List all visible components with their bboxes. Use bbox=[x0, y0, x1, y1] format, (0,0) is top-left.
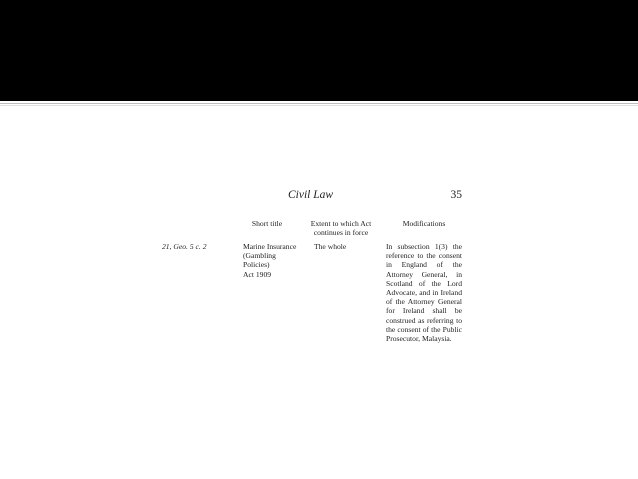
act-short-title-line: (Gambling bbox=[243, 251, 276, 261]
column-header-short-title: Short title bbox=[251, 219, 283, 228]
column-header-modifications: Modifications bbox=[402, 219, 446, 228]
page-header bbox=[160, 189, 466, 207]
column-header-extent: Extent to which Act continues in force bbox=[310, 219, 372, 237]
act-extent: The whole bbox=[314, 242, 347, 251]
divider-line bbox=[0, 103, 638, 104]
act-citation: 21, Geo. 5 c. 2 bbox=[162, 242, 207, 251]
act-short-title-line: Policies) bbox=[243, 260, 270, 270]
page-number: 35 bbox=[450, 189, 462, 201]
act-modifications: In subsection 1(3) the reference to the consent in England of the Attorney General, in Scotland of the Lord Advocate, and in Ireland of the Attorney General for Ireland shall be construed as referring to the consent of the Public Prosecutor, Malaysia. bbox=[386, 242, 462, 344]
page-title: Civil Law bbox=[288, 189, 334, 201]
act-short-title-line: Marine Insurance bbox=[243, 242, 297, 251]
top-black-band bbox=[0, 0, 638, 101]
act-short-title-line: Act 1909 bbox=[243, 269, 272, 279]
divider-line-secondary bbox=[0, 105, 638, 106]
act-short-title bbox=[243, 242, 309, 279]
